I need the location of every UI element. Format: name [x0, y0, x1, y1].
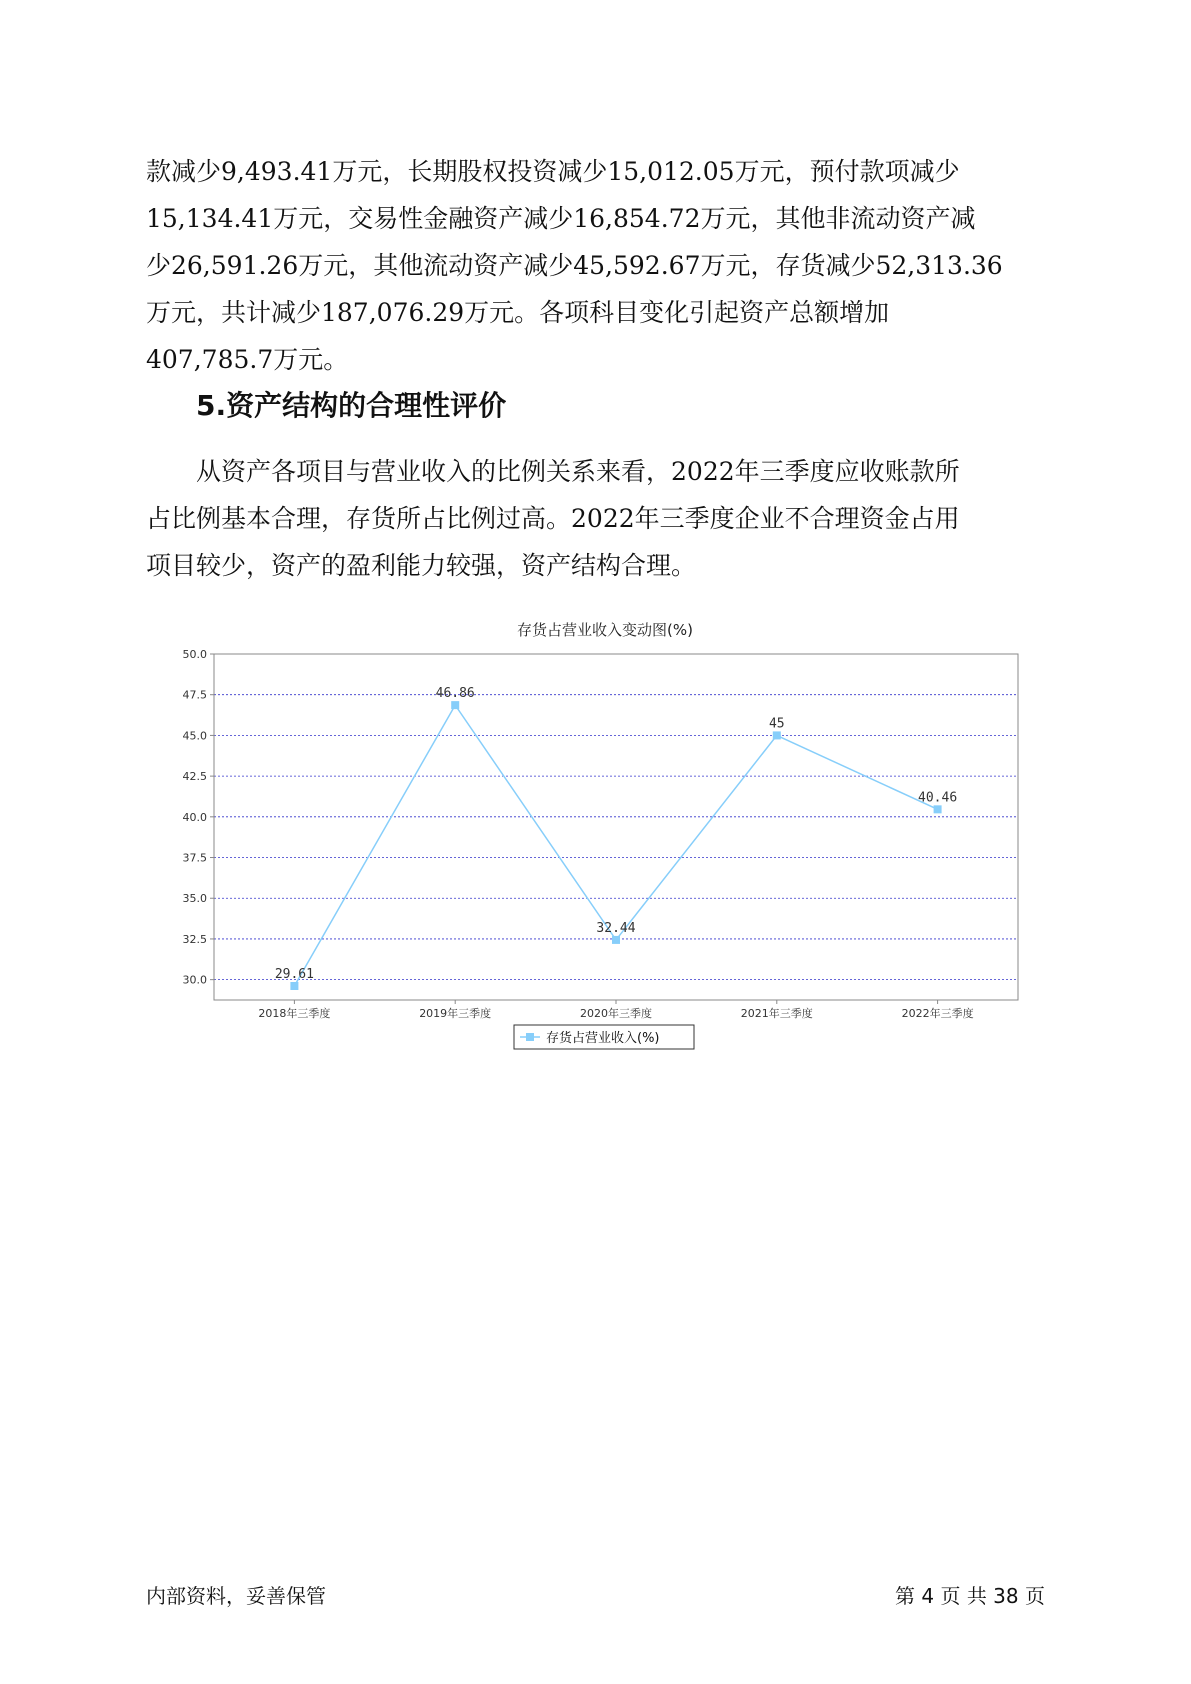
paragraph-asset-changes [146, 148, 1046, 383]
text-line: 万元，共计减少187,076.29万元。各项科目变化引起资产总额增加 [146, 298, 890, 327]
data-label: 29.61 [274, 966, 314, 982]
inventory-ratio-chart [150, 615, 1030, 1065]
paragraph-structure-evaluation [146, 448, 1046, 589]
data-label: 45 [768, 716, 785, 732]
y-tick-label: 47.5 [182, 688, 207, 702]
data-point [290, 982, 298, 990]
x-tick-label: 2019年三季度 [419, 1007, 492, 1020]
text-line: 407,785.7万元。 [146, 345, 349, 374]
x-tick-label: 2018年三季度 [258, 1007, 331, 1020]
y-tick-label: 40.0 [182, 810, 207, 824]
data-point [934, 805, 942, 813]
y-tick-label: 42.5 [182, 770, 207, 784]
footer-page-number: 第 4 页 共 38 页 [895, 1584, 1045, 1608]
data-point [773, 731, 781, 739]
y-tick-label: 50.0 [182, 648, 207, 661]
y-tick-label: 45.0 [182, 729, 207, 743]
text-line: 从资产各项目与营业收入的比例关系来看，2022年三季度应收账款所 [196, 457, 960, 486]
x-tick-label: 2020年三季度 [580, 1007, 652, 1020]
legend-label: 存货占营业收入(%) [546, 1031, 660, 1046]
plot-frame [214, 654, 1018, 1000]
data-label: 40.46 [918, 790, 958, 806]
y-tick-label: 37.5 [182, 851, 207, 865]
x-tick-label: 2022年三季度 [901, 1007, 974, 1020]
text-line: 项目较少，资产的盈利能力较强，资产结构合理。 [146, 551, 697, 580]
data-label: 32.44 [596, 920, 636, 936]
text-line: 15,134.41万元，交易性金融资产减少16,854.72万元，其他非流动资产减 [146, 204, 976, 233]
data-label: 46.86 [435, 686, 475, 702]
data-point [612, 936, 620, 944]
chart-title: 存货占营业收入变动图(%) [517, 621, 693, 639]
text-line: 占比例基本合理，存货所占比例过高。2022年三季度企业不合理资金占用 [146, 504, 960, 533]
text-line: 少26,591.26万元，其他流动资产减少45,592.67万元，存货减少52,313.36 [146, 251, 1003, 280]
x-tick-label: 2021年三季度 [740, 1007, 813, 1020]
data-point [451, 701, 459, 709]
y-tick-label: 30.0 [182, 973, 207, 987]
legend-marker-icon [526, 1033, 534, 1041]
text-line: 款减少9,493.41万元，长期股权投资减少15,012.05万元，预付款项减少 [146, 157, 960, 186]
legend [514, 1025, 694, 1049]
section-heading: 5.资产结构的合理性评价 [196, 389, 507, 422]
footer-confidential: 内部资料，妥善保管 [146, 1584, 326, 1608]
y-tick-label: 32.5 [182, 932, 207, 946]
y-tick-label: 35.0 [182, 892, 207, 906]
